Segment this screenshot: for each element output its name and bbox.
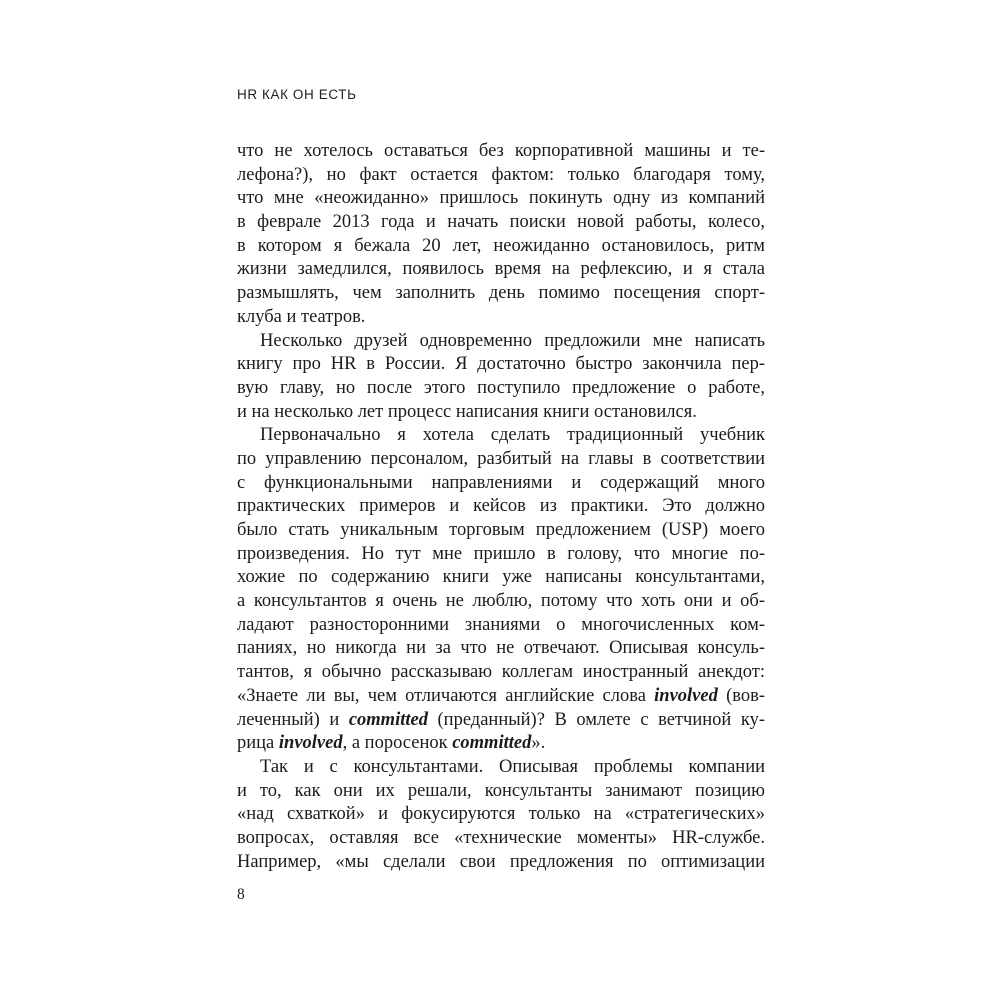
text-segment: паниях, но никогда ни за что не отвечают. Описывая консуль-	[237, 638, 765, 659]
text-segment: Например, «мы сделали свои предложения по оптимизации	[237, 851, 765, 872]
text-segment: размышлять, чем заполнить день помимо посещения спорт-	[237, 283, 765, 304]
text-segment: а консультантов я очень не люблю, потому что хоть они и об-	[237, 591, 765, 612]
text-line	[237, 614, 765, 638]
text-line	[237, 306, 765, 330]
text-segment: по управлению персоналом, разбитый на главы в соответствии	[237, 448, 765, 469]
text-line	[237, 235, 765, 259]
text-segment: тантов, я обычно рассказываю коллегам иностранный анекдот:	[237, 662, 765, 683]
text-segment: жизни замедлился, появилось время на рефлексию, и я стала	[237, 259, 765, 280]
text-segment: и на несколько лет процесс написания книги остановился.	[237, 401, 697, 422]
text-line	[237, 495, 765, 519]
text-segment: было стать уникальным торговым предложением (USP) моего	[237, 520, 765, 540]
text-line	[237, 472, 765, 496]
text-line	[237, 164, 765, 188]
text-line	[237, 827, 765, 851]
emphasized-term: committed	[452, 733, 532, 754]
emphasized-term: committed	[348, 709, 428, 730]
text-segment: Несколько друзей одновременно предложили мне написать	[260, 330, 765, 351]
text-line	[237, 424, 765, 448]
text-segment: вопросах, оставляя все «технические моменты» HR-службе.	[237, 827, 765, 848]
paragraph	[237, 424, 765, 756]
text-line	[237, 851, 765, 875]
text-segment: хожие по содержанию книги уже написаны консультантами,	[237, 567, 765, 588]
text-line	[237, 187, 765, 211]
text-segment: «над схваткой» и фокусируются только на «стратегических»	[237, 804, 765, 825]
text-line	[237, 803, 765, 827]
text-segment: Первоначально я хотела сделать традиционный учебник	[260, 425, 765, 446]
text-segment: вую главу, но после этого поступило предложение о работе,	[237, 377, 765, 398]
emphasized-term: involved	[278, 733, 343, 754]
text-segment: (вов-	[717, 685, 765, 706]
text-segment: «Знаете ли вы, чем отличаются английские слова	[237, 685, 655, 706]
paragraph	[237, 756, 765, 874]
text-line	[237, 377, 765, 401]
text-segment: и то, как они их решали, консультанты занимают позицию	[237, 780, 765, 801]
text-line	[237, 661, 765, 685]
text-line	[237, 780, 765, 804]
text-line	[237, 732, 765, 756]
text-line	[237, 448, 765, 472]
text-line	[237, 685, 765, 709]
text-line	[237, 590, 765, 614]
text-segment: Так и с консультантами. Описывая проблемы компании	[260, 756, 765, 777]
text-line	[237, 140, 765, 164]
text-line	[237, 330, 765, 354]
text-line	[237, 709, 765, 733]
text-line	[237, 282, 765, 306]
text-line	[237, 401, 765, 425]
text-segment: что не хотелось оставаться без корпоративной машины и те-	[237, 141, 765, 161]
text-segment: произведения. Но тут мне пришло в голову, что многие по-	[237, 543, 765, 564]
text-line	[237, 211, 765, 235]
text-line	[237, 756, 765, 780]
page-number: 8	[237, 886, 245, 903]
text-segment: что мне «неожиданно» пришлось покинуть одну из компаний	[237, 188, 765, 209]
text-segment: лефона?), но факт остается фактом: только благодаря тому,	[237, 164, 765, 185]
text-segment: в феврале 2013 года и начать поиски новой работы, колесо,	[237, 212, 765, 233]
text-segment: книгу про HR в России. Я достаточно быстро закончила пер-	[237, 354, 765, 375]
text-segment: леченный) и	[237, 709, 349, 730]
text-line	[237, 543, 765, 567]
text-segment: , а поросенок	[342, 733, 453, 754]
paragraph	[237, 330, 765, 425]
text-segment: клуба и театров.	[237, 306, 366, 327]
emphasized-term: involved	[654, 685, 718, 706]
text-segment: в котором я бежала 20 лет, неожиданно остановилось, ритм	[237, 235, 765, 256]
text-segment: (преданный)? В омлете с ветчиной ку-	[427, 709, 765, 730]
text-segment: практических примеров и кейсов из практики. Это должно	[237, 496, 765, 517]
running-header: HR КАК ОН ЕСТЬ	[237, 87, 357, 102]
page-text-body	[237, 140, 765, 874]
text-segment: рица	[237, 733, 279, 754]
text-line	[237, 353, 765, 377]
text-segment: с функциональными направлениями и содержащий много	[237, 472, 765, 493]
text-line	[237, 566, 765, 590]
text-line	[237, 519, 765, 543]
text-segment: ».	[531, 733, 546, 754]
paragraph	[237, 140, 765, 330]
text-line	[237, 637, 765, 661]
text-segment: ладают разносторонними знаниями о многочисленных ком-	[237, 614, 765, 635]
text-line	[237, 258, 765, 282]
